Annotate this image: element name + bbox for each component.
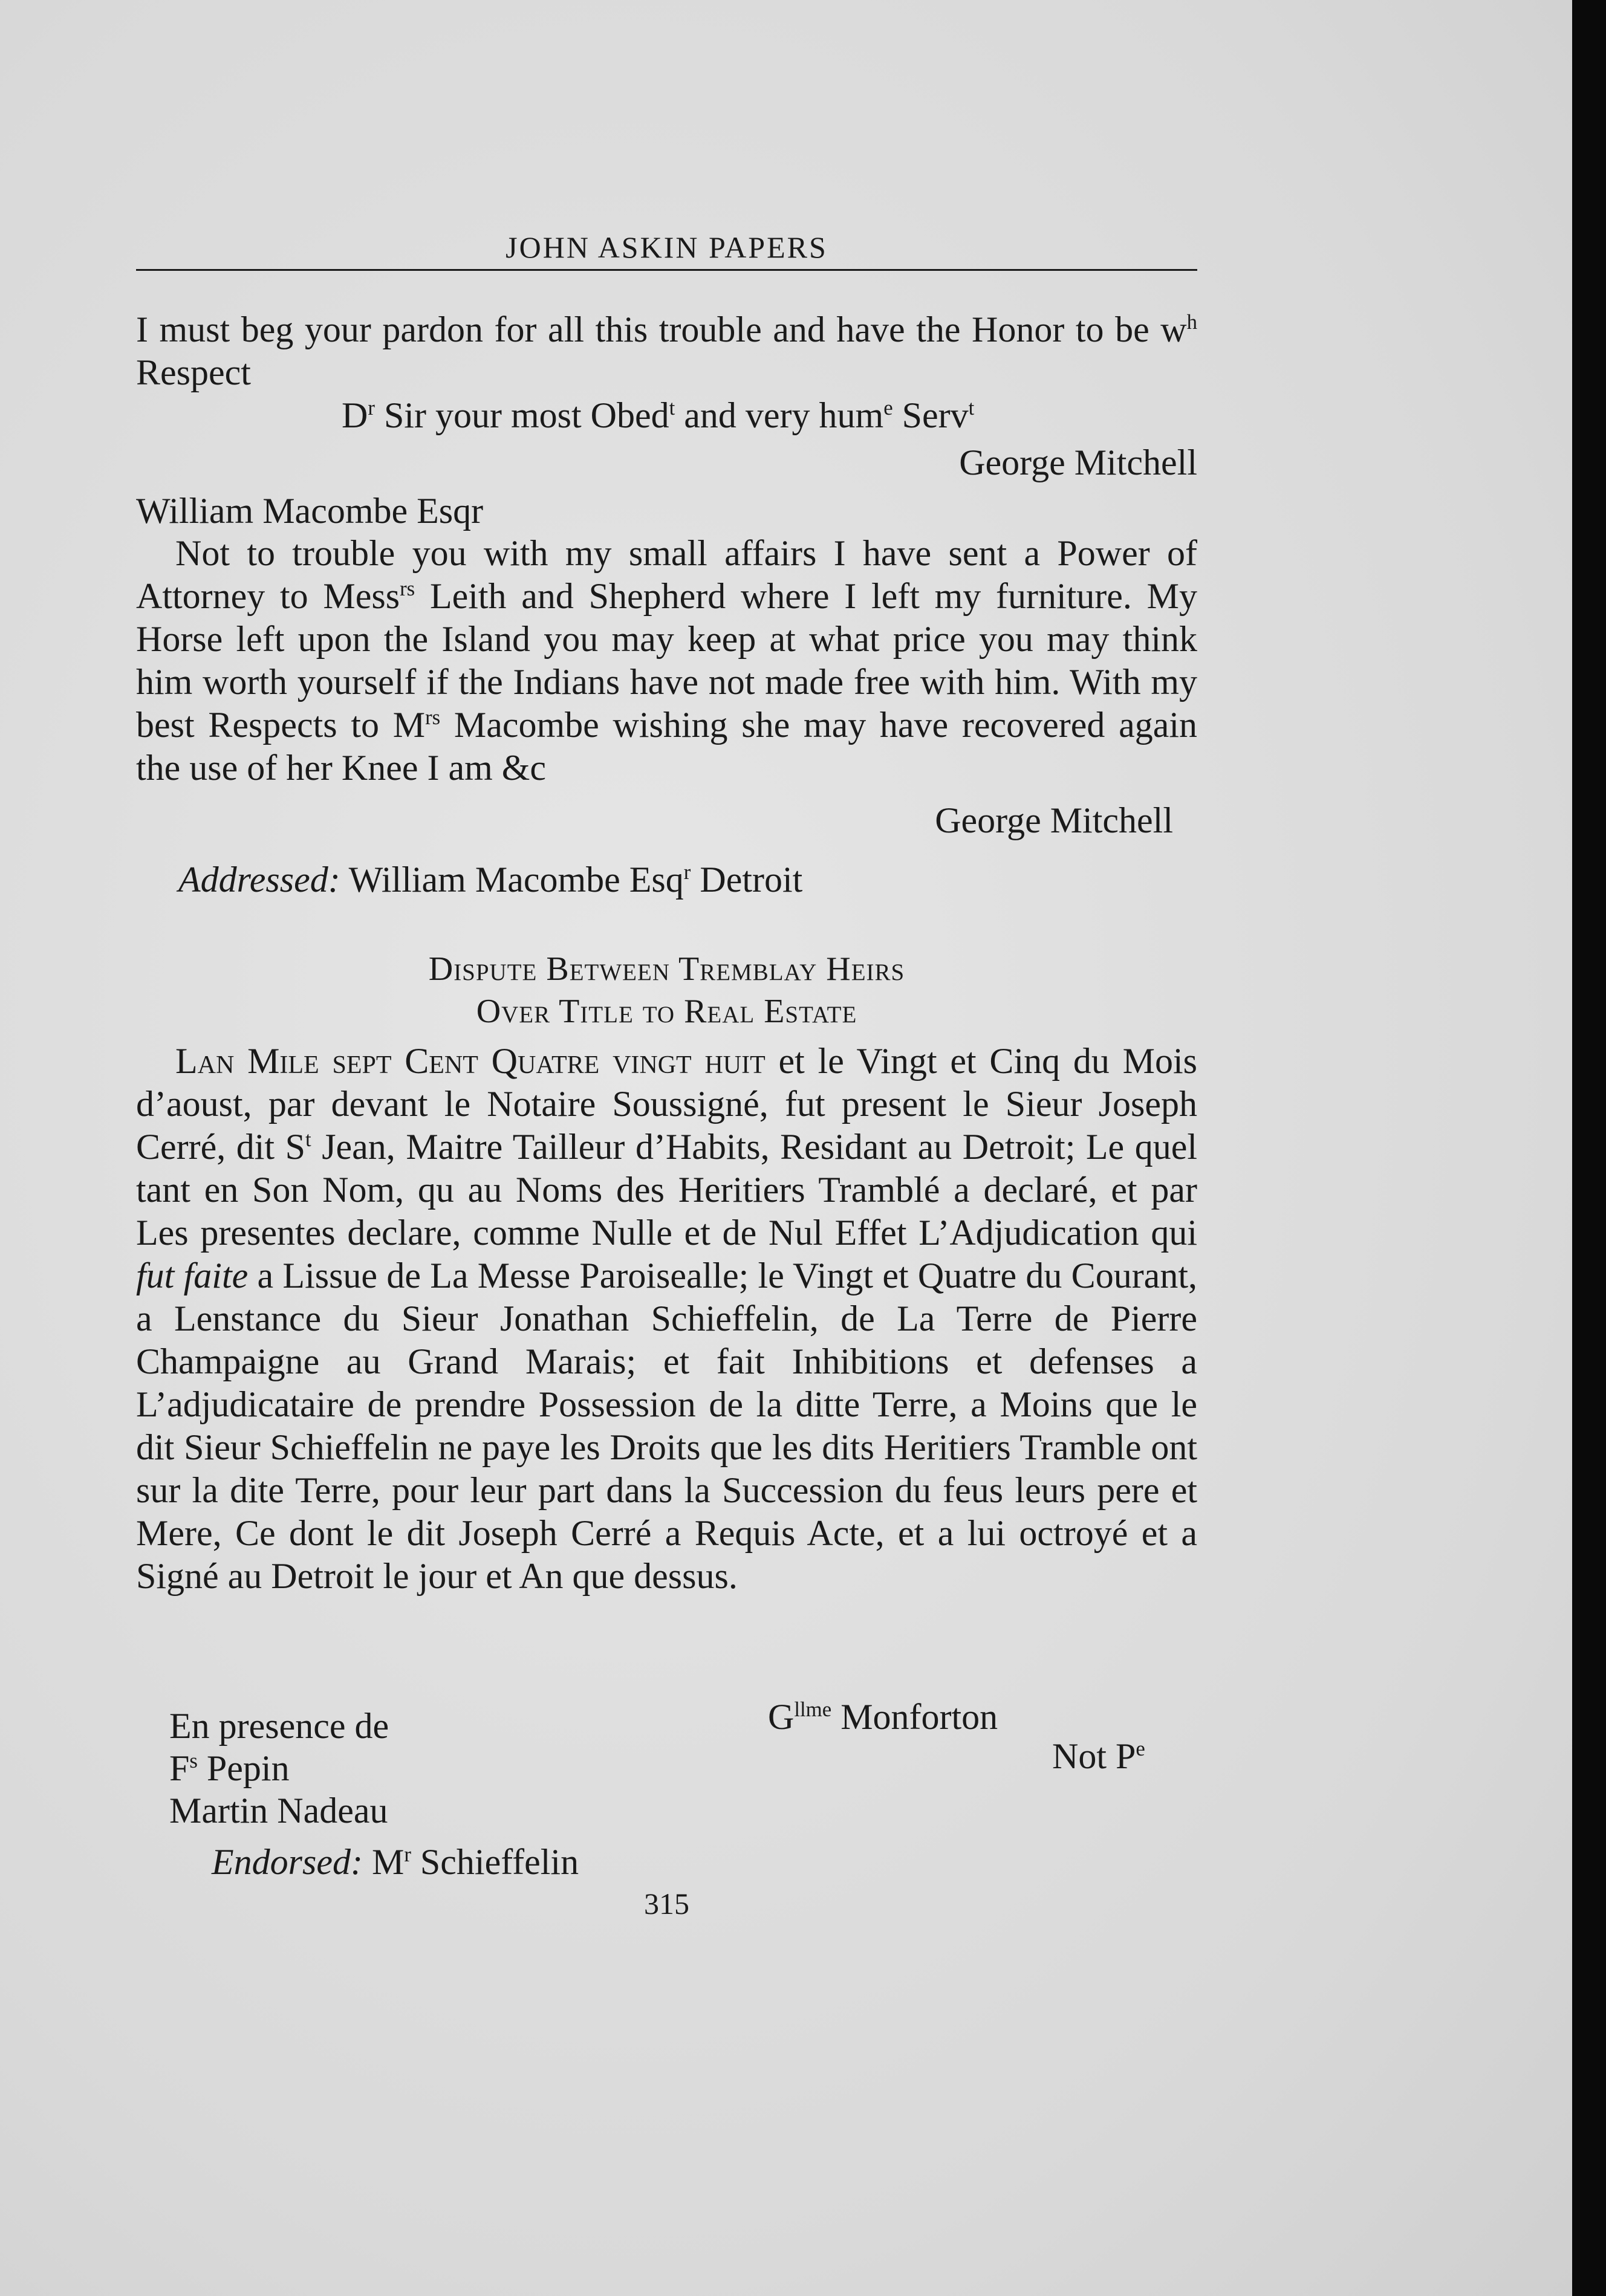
letter-signature-2: George Mitchell (935, 800, 1173, 840)
header-rule (136, 269, 1197, 271)
witness-2: Martin Nadeau (169, 1791, 388, 1831)
endorsed-label: Endorsed: (212, 1842, 363, 1882)
addressed-label: Addressed: (178, 860, 340, 900)
opening-small-caps: Lan Mile sept Cent Quatre vingt huit (175, 1041, 766, 1081)
page-number: 315 (644, 1887, 689, 1921)
letter-postscript: Not to trouble you with my small affairs I have sent a Power of Attorney to Mess$^{rs}$ Leith and Shepherd where I left my furniture. My Horse left upon the Island you may keep at what price you may think him worth yourself if the Indians have not made free with him. With my best Respects to $M^{rs}$ Macombe wishing she may have recovered again the use of her Knee I am &c (136, 533, 1198, 788)
letter-salutation: $D^r$ Sir your most Obed$^t$ and very hum$^e$ Serv$^t$ (342, 395, 975, 435)
letter-signature: George Mitchell (959, 443, 1197, 482)
running-head: JOHN ASKIN PAPERS (506, 230, 828, 264)
notary-signature: $G^{llme}$ Monforton (768, 1697, 998, 1737)
endorsed-line: Endorsed: $M^r$ Schieffelin (212, 1842, 579, 1882)
letter-addressed-line: Addressed: William Macombe Esq$^r$ Detroit (178, 860, 803, 900)
section-heading-line-2: Over Title to Real Estate (476, 993, 857, 1030)
section-heading-line-1: Dispute Between Tremblay Heirs (428, 950, 905, 988)
document-body: Lan Mile sept Cent Quatre vingt huit et le Vingt et Cinq du Mois d’aoust, par devant le Notaire Soussigné, fut present le Sieur Joseph Cerré, dit $S^t$ Jean, Maitre Tailleur d’Habits, Residant au Detroit; Le quel tant en Son Nom, qu au Noms des Heritiers Tramblé a declaré, et par Les presentes declare, comme Nulle et de Nul Effet L’Adjudication qui fut faite a Lissue de La Messe Paroisealle; le Vingt et Quatre du Courant, a Lenstance du Sieur Jonathan Schieffelin, de La Terre de Pierre Champaigne au Grand Marais; et fait Inhibitions et defenses a L’adjudicataire de prendre Possession de la ditte Terre, a Moins que le dit Sieur Schieffelin ne paye les Droits que les dits Heritiers Tramble ont sur la dite Terre, pour leur part dans la Succession du feus leurs pere et Mere, Ce dont le dit Joseph Cerré a Requis Acte, et a lui octroyé et a Signé au Detroit le jour et An que dessus. (136, 1041, 1197, 1596)
witness-1: $F^s$ Pepin (169, 1748, 290, 1788)
presence-line: En presence de (169, 1706, 389, 1746)
letter-addressee: William Macombe Esqr (136, 491, 484, 531)
notary-title: Not $P^e$ (1052, 1736, 1145, 1776)
letter-closing: I must beg your pardon for all this trouble and have the Honor to be $w^h$ Respect (136, 310, 1197, 392)
